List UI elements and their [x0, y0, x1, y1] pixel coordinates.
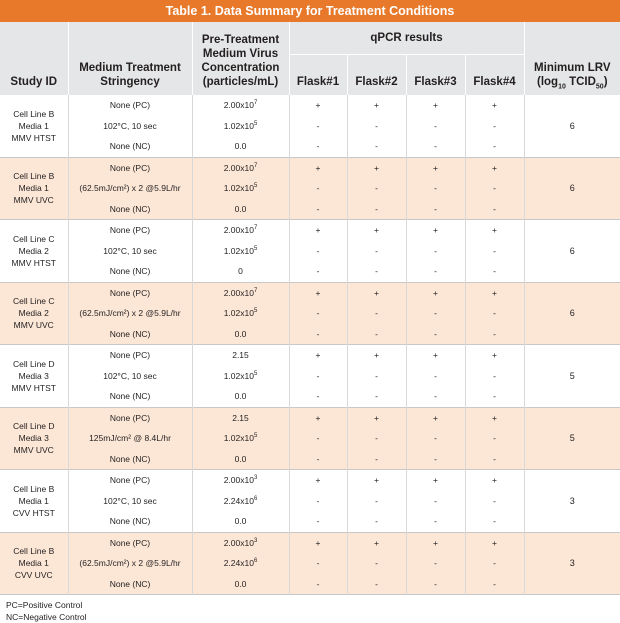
concentration-cell	[192, 574, 289, 595]
concentration-value: 1.02x10	[223, 183, 254, 193]
flask-result-cell: -	[347, 511, 406, 532]
flask-result-cell: -	[465, 511, 524, 532]
study-id-line: Media 3	[18, 433, 49, 444]
flask-result-cell: -	[289, 136, 347, 157]
treatment-group	[0, 157, 620, 220]
study-id-cell	[0, 95, 68, 157]
header-flask3: Flask#3	[406, 55, 465, 96]
concentration-value: 0.0	[234, 516, 247, 526]
flask-result-cell: -	[347, 178, 406, 199]
concentration-cell	[192, 178, 289, 199]
concentration-value: 0	[238, 266, 243, 276]
concentration-value: 2.15	[232, 412, 249, 423]
study-id-line: Cell Line D	[12, 358, 55, 369]
flask-result-cell: +	[289, 95, 347, 116]
study-id-line: Media 1	[18, 495, 49, 506]
concentration-value: 0.0	[234, 203, 247, 214]
table-row	[0, 532, 620, 553]
concentration-cell	[192, 157, 289, 178]
study-id-line: Media 3	[18, 370, 49, 381]
header-pretreatment-line4: (particles/mL)	[202, 76, 279, 88]
concentration-value: 1.02x10	[223, 120, 254, 131]
stringency-cell: 102°C, 10 sec	[68, 491, 192, 512]
lrv-log-text: (log	[537, 76, 559, 88]
study-id-line: MMV HTST	[11, 257, 56, 268]
flask-result-cell: +	[347, 407, 406, 428]
study-id-cell	[0, 157, 68, 220]
flask-result-cell: -	[465, 178, 524, 199]
minimum-lrv-cell: 5	[524, 345, 620, 408]
stringency-cell: None (NC)	[68, 574, 192, 595]
treatment-group	[0, 470, 620, 533]
treatment-group	[0, 407, 620, 470]
flask-result-cell: -	[406, 241, 465, 262]
study-id-line: MMV HTST	[11, 382, 56, 393]
concentration-cell	[192, 366, 289, 387]
flask-result-cell: -	[347, 574, 406, 595]
study-id-line: Cell Line C	[12, 233, 55, 244]
study-id-line: Cell Line B	[13, 108, 55, 119]
concentration-value: 0.0	[234, 578, 247, 589]
header-pretreatment-line2: Medium Virus	[202, 48, 279, 60]
study-id-line: MMV UVC	[13, 445, 54, 456]
lrv-tcid-text: TCID	[565, 76, 596, 88]
concentration-exponent: 6	[253, 495, 258, 502]
stringency-cell: None (NC)	[68, 199, 192, 220]
stringency-cell: 125mJ/cm² @ 8.4L/hr	[68, 428, 192, 449]
flask-result-cell: -	[406, 116, 465, 137]
concentration-exponent: 7	[253, 287, 258, 294]
flask-result-cell: -	[289, 199, 347, 220]
table-row	[0, 95, 620, 116]
concentration-cell	[192, 199, 289, 220]
flask-result-cell: -	[465, 116, 524, 137]
minimum-lrv-cell: 3	[524, 532, 620, 595]
flask-result-cell: -	[347, 303, 406, 324]
study-id-line: MMV UVC	[13, 320, 54, 331]
study-id-line: Media 1	[18, 183, 49, 194]
flask-result-cell: -	[347, 366, 406, 387]
concentration-cell	[192, 241, 289, 262]
table-row	[0, 345, 620, 366]
concentration-exponent: 5	[253, 183, 258, 190]
concentration-value: 1.02x10	[223, 308, 254, 318]
concentration-value: 0.0	[234, 141, 247, 151]
flask-result-cell: -	[347, 324, 406, 345]
flask-result-cell: -	[289, 241, 347, 262]
concentration-cell	[192, 532, 289, 553]
study-id-cell	[0, 532, 68, 595]
header-lrv-line2	[525, 75, 620, 89]
flask-result-cell: +	[289, 157, 347, 178]
flask-result-cell: +	[289, 282, 347, 303]
flask-result-cell: -	[465, 303, 524, 324]
minimum-lrv-cell: 6	[524, 95, 620, 157]
stringency-cell: None (PC)	[68, 532, 192, 553]
flask-result-cell: -	[406, 511, 465, 532]
concentration-cell	[192, 470, 289, 491]
header-qpcr-results: qPCR results	[289, 22, 524, 55]
concentration-cell	[192, 220, 289, 241]
concentration-value: 0.0	[234, 391, 247, 401]
concentration-value: 1.02x10	[223, 370, 254, 381]
header-medium-treatment-line1: Medium Treatment	[79, 62, 181, 74]
flask-result-cell: -	[465, 241, 524, 262]
flask-result-cell: -	[289, 553, 347, 574]
flask-result-cell: -	[406, 553, 465, 574]
study-id-line: Cell Line D	[12, 421, 55, 432]
concentration-exponent: 5	[253, 370, 258, 377]
table-row	[0, 220, 620, 241]
concentration-cell	[192, 553, 289, 574]
study-id-cell	[0, 470, 68, 533]
flask-result-cell: +	[406, 95, 465, 116]
treatment-group	[0, 95, 620, 157]
concentration-cell	[192, 428, 289, 449]
flask-result-cell: -	[406, 178, 465, 199]
lrv-tcid-sub: 50	[595, 83, 604, 91]
minimum-lrv-cell: 6	[524, 220, 620, 283]
flask-result-cell: +	[347, 95, 406, 116]
flask-result-cell: -	[289, 449, 347, 470]
concentration-cell	[192, 386, 289, 407]
flask-result-cell: -	[347, 491, 406, 512]
stringency-cell: None (PC)	[68, 157, 192, 178]
treatment-group	[0, 220, 620, 283]
concentration-exponent: 3	[253, 475, 258, 482]
flask-result-cell: -	[347, 241, 406, 262]
stringency-cell: (62.5mJ/cm²) x 2 @5.9L/hr	[68, 178, 192, 199]
flask-result-cell: -	[347, 428, 406, 449]
concentration-cell	[192, 95, 289, 116]
study-id-line: Cell Line B	[13, 546, 55, 557]
lrv-log-sub: 10	[558, 83, 566, 91]
concentration-cell	[192, 511, 289, 532]
stringency-cell: None (NC)	[68, 386, 192, 407]
flask-result-cell: +	[465, 282, 524, 303]
flask-result-cell: +	[347, 157, 406, 178]
flask-result-cell: -	[289, 511, 347, 532]
study-id-line: CVV UVC	[14, 570, 53, 581]
study-id-line: Media 2	[18, 245, 49, 256]
concentration-value: 0.0	[234, 328, 247, 339]
flask-result-cell: -	[347, 116, 406, 137]
concentration-value: 2.24x10	[223, 495, 254, 506]
flask-result-cell: -	[465, 428, 524, 449]
flask-result-cell: +	[347, 532, 406, 553]
flask-result-cell: -	[406, 366, 465, 387]
concentration-exponent: 7	[253, 100, 258, 107]
flask-result-cell: +	[465, 532, 524, 553]
concentration-value: 0.0	[234, 453, 247, 464]
flask-result-cell: -	[289, 428, 347, 449]
flask-result-cell: -	[289, 116, 347, 137]
table-row	[0, 407, 620, 428]
flask-result-cell: +	[289, 220, 347, 241]
flask-result-cell: +	[289, 407, 347, 428]
flask-result-cell: -	[465, 199, 524, 220]
concentration-cell	[192, 136, 289, 157]
table-row	[0, 282, 620, 303]
flask-result-cell: -	[406, 261, 465, 282]
stringency-cell: None (NC)	[68, 324, 192, 345]
concentration-value: 2.24x10	[223, 558, 254, 568]
concentration-value: 2.00x10	[223, 100, 254, 110]
flask-result-cell: -	[289, 303, 347, 324]
flask-result-cell: -	[406, 491, 465, 512]
header-medium-treatment-line2: Stringency	[100, 76, 160, 88]
concentration-cell	[192, 345, 289, 366]
flask-result-cell: -	[465, 491, 524, 512]
minimum-lrv-cell: 6	[524, 157, 620, 220]
concentration-value: 2.00x10	[223, 225, 254, 235]
flask-result-cell: -	[347, 199, 406, 220]
flask-result-cell: -	[465, 136, 524, 157]
concentration-exponent: 5	[253, 308, 258, 315]
flask-result-cell: +	[465, 345, 524, 366]
stringency-cell: None (PC)	[68, 407, 192, 428]
header-flask4: Flask#4	[465, 55, 524, 96]
table-header	[0, 22, 620, 95]
table-row	[0, 470, 620, 491]
flask-result-cell: -	[289, 178, 347, 199]
header-pretreatment-concentration	[192, 22, 289, 95]
flask-result-cell: -	[289, 366, 347, 387]
study-id-cell	[0, 282, 68, 345]
study-id-line: Media 1	[18, 558, 49, 569]
flask-result-cell: -	[289, 261, 347, 282]
minimum-lrv-cell: 5	[524, 407, 620, 470]
stringency-cell: None (NC)	[68, 511, 192, 532]
study-id-cell	[0, 407, 68, 470]
flask-result-cell: -	[289, 386, 347, 407]
header-lrv-line1: Minimum LRV	[534, 62, 611, 74]
treatment-group	[0, 282, 620, 345]
header-study-id: Study ID	[0, 22, 68, 95]
stringency-cell: None (PC)	[68, 470, 192, 491]
concentration-cell	[192, 303, 289, 324]
study-id-line: MMV UVC	[13, 195, 54, 206]
study-id-cell	[0, 345, 68, 408]
flask-result-cell: +	[347, 282, 406, 303]
study-id-line: MMV HTST	[11, 132, 56, 143]
footnote-pc: PC=Positive Control	[6, 600, 83, 610]
study-id-line: Cell Line B	[13, 171, 55, 182]
study-id-line: Media 2	[18, 308, 49, 319]
concentration-value: 2.00x10	[223, 475, 254, 485]
concentration-cell	[192, 491, 289, 512]
flask-result-cell: -	[406, 303, 465, 324]
stringency-cell: None (PC)	[68, 95, 192, 116]
flask-result-cell: +	[406, 282, 465, 303]
flask-result-cell: +	[406, 157, 465, 178]
stringency-cell: None (NC)	[68, 136, 192, 157]
flask-result-cell: -	[465, 366, 524, 387]
flask-result-cell: -	[289, 491, 347, 512]
study-id-line: CVV HTST	[12, 507, 55, 518]
flask-result-cell: +	[465, 470, 524, 491]
lrv-close-text: )	[603, 76, 608, 88]
flask-result-cell: -	[465, 449, 524, 470]
header-minimum-lrv	[524, 22, 620, 95]
flask-result-cell: +	[406, 470, 465, 491]
flask-result-cell: -	[289, 324, 347, 345]
stringency-cell: None (NC)	[68, 449, 192, 470]
flask-result-cell: -	[406, 199, 465, 220]
flask-result-cell: +	[289, 345, 347, 366]
minimum-lrv-cell: 3	[524, 470, 620, 533]
flask-result-cell: -	[347, 136, 406, 157]
stringency-cell: 102°C, 10 sec	[68, 116, 192, 137]
flask-result-cell: +	[465, 157, 524, 178]
study-id-line: Media 1	[18, 120, 49, 131]
flask-result-cell: -	[406, 449, 465, 470]
stringency-cell: None (PC)	[68, 220, 192, 241]
treatment-group	[0, 345, 620, 408]
flask-result-cell: -	[347, 261, 406, 282]
stringency-cell: None (PC)	[68, 345, 192, 366]
flask-result-cell: -	[406, 324, 465, 345]
header-pretreatment-line3: Concentration	[201, 62, 280, 74]
flask-result-cell: -	[406, 136, 465, 157]
concentration-value: 2.00x10	[223, 287, 254, 298]
flask-result-cell: +	[406, 407, 465, 428]
stringency-cell: None (NC)	[68, 261, 192, 282]
flask-result-cell: +	[289, 532, 347, 553]
flask-result-cell: -	[406, 428, 465, 449]
concentration-exponent: 5	[253, 245, 258, 252]
concentration-value: 2.00x10	[223, 162, 254, 173]
concentration-cell	[192, 407, 289, 428]
stringency-cell: 102°C, 10 sec	[68, 366, 192, 387]
flask-result-cell: -	[406, 386, 465, 407]
concentration-cell	[192, 261, 289, 282]
concentration-value: 1.02x10	[223, 433, 254, 443]
data-summary-table	[0, 22, 620, 595]
flask-result-cell: -	[465, 324, 524, 345]
concentration-value: 2.15	[232, 350, 249, 360]
minimum-lrv-cell: 6	[524, 282, 620, 345]
stringency-cell: 102°C, 10 sec	[68, 241, 192, 262]
header-flask1: Flask#1	[289, 55, 347, 96]
flask-result-cell: +	[347, 470, 406, 491]
flask-result-cell: +	[465, 407, 524, 428]
flask-result-cell: +	[406, 220, 465, 241]
concentration-exponent: 5	[253, 120, 258, 127]
flask-result-cell: +	[347, 220, 406, 241]
concentration-exponent: 7	[253, 162, 258, 169]
concentration-cell	[192, 282, 289, 303]
concentration-cell	[192, 324, 289, 345]
flask-result-cell: +	[465, 95, 524, 116]
flask-result-cell: +	[406, 532, 465, 553]
header-pretreatment-line1: Pre-Treatment	[201, 34, 280, 46]
treatment-group	[0, 532, 620, 595]
flask-result-cell: +	[406, 345, 465, 366]
flask-result-cell: -	[347, 449, 406, 470]
study-id-cell	[0, 220, 68, 283]
flask-result-cell: -	[347, 386, 406, 407]
stringency-cell: (62.5mJ/cm²) x 2 @5.9L/hr	[68, 553, 192, 574]
stringency-cell: None (PC)	[68, 282, 192, 303]
flask-result-cell: -	[465, 553, 524, 574]
flask-result-cell: -	[347, 553, 406, 574]
flask-result-cell: +	[347, 345, 406, 366]
study-id-line: Cell Line B	[13, 483, 55, 494]
table-title: Table 1. Data Summary for Treatment Conditions	[0, 0, 620, 22]
flask-result-cell: -	[406, 574, 465, 595]
study-id-line: Cell Line C	[12, 296, 55, 307]
flask-result-cell: +	[465, 220, 524, 241]
footnote-nc: NC=Negative Control	[6, 612, 87, 622]
flask-result-cell: -	[465, 386, 524, 407]
concentration-exponent: 7	[253, 225, 258, 232]
concentration-cell	[192, 116, 289, 137]
concentration-exponent: 3	[253, 537, 258, 544]
table-row	[0, 157, 620, 178]
header-flask2: Flask#2	[347, 55, 406, 96]
concentration-exponent: 5	[253, 433, 258, 440]
flask-result-cell: -	[289, 574, 347, 595]
concentration-value: 1.02x10	[223, 245, 254, 256]
flask-result-cell: -	[465, 261, 524, 282]
flask-result-cell: +	[289, 470, 347, 491]
header-medium-treatment	[68, 22, 192, 95]
concentration-value: 2.00x10	[223, 537, 254, 548]
stringency-cell: (62.5mJ/cm²) x 2 @5.9L/hr	[68, 303, 192, 324]
concentration-exponent: 6	[253, 558, 258, 565]
flask-result-cell: -	[465, 574, 524, 595]
concentration-cell	[192, 449, 289, 470]
